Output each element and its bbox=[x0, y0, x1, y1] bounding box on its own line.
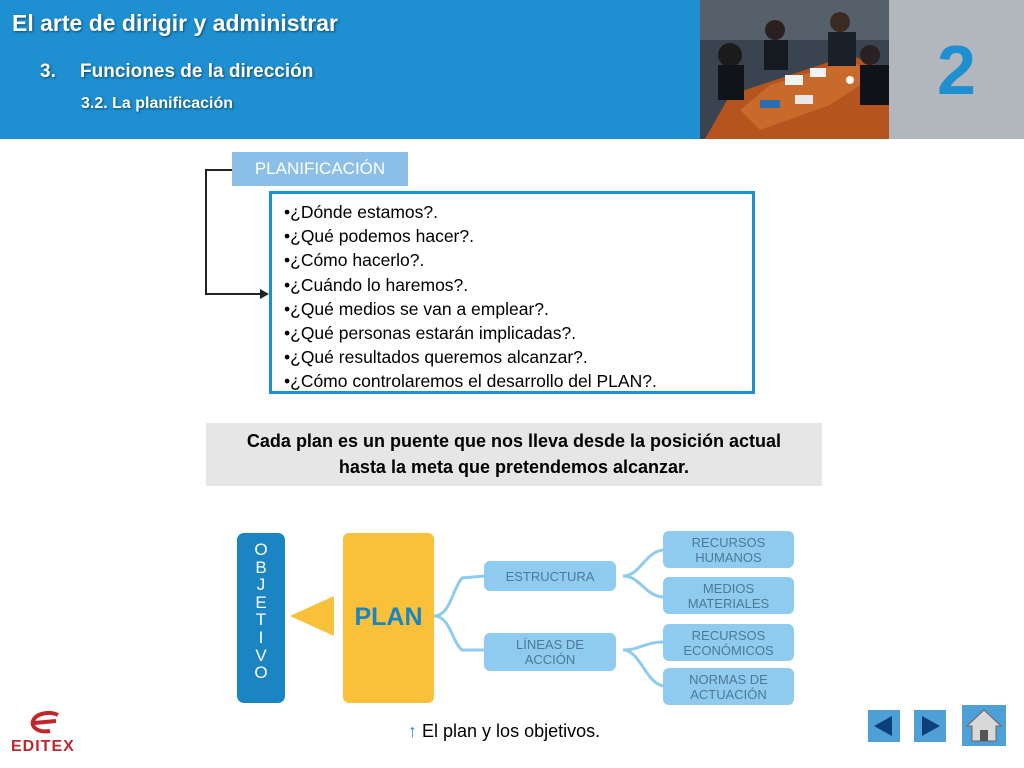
node-label: NORMAS DE bbox=[689, 671, 768, 687]
question-item: •¿Cómo hacerlo?. bbox=[284, 250, 425, 271]
node-recursos-economicos bbox=[663, 624, 794, 661]
meeting-photo bbox=[700, 0, 889, 139]
objetivo-column bbox=[237, 533, 285, 703]
node-medios-materiales bbox=[663, 577, 794, 614]
node-label: ECONÓMICOS bbox=[683, 642, 774, 658]
diagram-connectors bbox=[280, 530, 680, 710]
objetivo-letter: O bbox=[254, 663, 268, 683]
section-title: Funciones de la dirección bbox=[80, 61, 314, 82]
question-item: •¿Qué personas estarán implicadas?. bbox=[284, 323, 577, 344]
subsection-heading: 3.2. La planificación bbox=[81, 95, 234, 112]
question-item: •¿Qué resultados queremos alcanzar?. bbox=[284, 347, 588, 368]
section-number: 3. bbox=[40, 61, 56, 82]
house-icon bbox=[962, 705, 1006, 746]
objetivo-letter: V bbox=[255, 645, 267, 665]
node-label: ACCIÓN bbox=[524, 652, 576, 667]
planificacion-label: PLANIFICACIÓN bbox=[232, 152, 408, 186]
quote-line: hasta la meta que pretendemos alcanzar. bbox=[338, 457, 690, 477]
node-label: MATERIALES bbox=[687, 595, 770, 611]
chapter-number: 2 bbox=[937, 31, 976, 109]
question-item: •¿Cuándo lo haremos?. bbox=[284, 274, 469, 295]
editex-logo-text: EDITEX bbox=[11, 738, 75, 755]
node-label: LÍNEAS DE bbox=[516, 637, 584, 652]
quote-line: Cada plan es un puente que nos lleva desde la posición actual bbox=[246, 431, 782, 451]
question-item: •¿Qué medios se van a emplear?. bbox=[284, 298, 549, 319]
slide-title: El arte de dirigir y administrar bbox=[12, 10, 338, 36]
node-lineas-de-accion bbox=[484, 633, 616, 671]
node-recursos-humanos bbox=[663, 531, 794, 568]
question-item: •¿Qué podemos hacer?. bbox=[284, 226, 474, 247]
figure-caption bbox=[408, 721, 600, 742]
node-label: MEDIOS bbox=[702, 580, 755, 596]
objetivo-letter: B bbox=[255, 557, 267, 577]
section-heading bbox=[40, 61, 313, 83]
objetivo-letters bbox=[237, 541, 285, 682]
slide-header bbox=[0, 0, 1024, 139]
node-label: RECURSOS bbox=[691, 627, 766, 643]
node-label: ESTRUCTURA bbox=[505, 568, 595, 584]
triangle-left-icon bbox=[868, 710, 900, 742]
node-label: RECURSOS bbox=[691, 534, 766, 550]
objetivo-letter: I bbox=[258, 627, 264, 647]
question-item: •¿Cómo controlaremos el desarrollo del PLAN?. bbox=[284, 371, 657, 392]
objetivo-letter: O bbox=[254, 540, 268, 559]
pointer-arrow-icon bbox=[290, 596, 334, 636]
home-button[interactable] bbox=[962, 705, 1006, 746]
next-slide-button[interactable] bbox=[914, 710, 946, 742]
meeting-photo-image bbox=[700, 0, 889, 139]
up-arrow-icon: ↑ bbox=[408, 721, 417, 741]
prev-slide-button[interactable] bbox=[868, 710, 900, 742]
question-item: •¿Dónde estamos?. bbox=[284, 202, 438, 222]
triangle-right-icon bbox=[914, 710, 946, 742]
plan-quote bbox=[206, 423, 822, 486]
questions-box bbox=[269, 191, 755, 394]
node-estructura bbox=[484, 561, 616, 591]
objetivo-letter: E bbox=[255, 592, 267, 612]
plan-box bbox=[343, 533, 434, 703]
plan-label: PLAN bbox=[354, 603, 423, 631]
chapter-box bbox=[889, 0, 1024, 139]
node-normas-de-actuacion bbox=[663, 668, 794, 705]
caption-text: El plan y los objetivos. bbox=[422, 721, 601, 741]
node-label: HUMANOS bbox=[695, 549, 762, 565]
objetivo-letter: T bbox=[255, 610, 267, 630]
editex-logo-icon bbox=[28, 711, 64, 737]
objetivo-letter: J bbox=[256, 575, 266, 595]
node-label: ACTUACIÓN bbox=[690, 686, 767, 702]
